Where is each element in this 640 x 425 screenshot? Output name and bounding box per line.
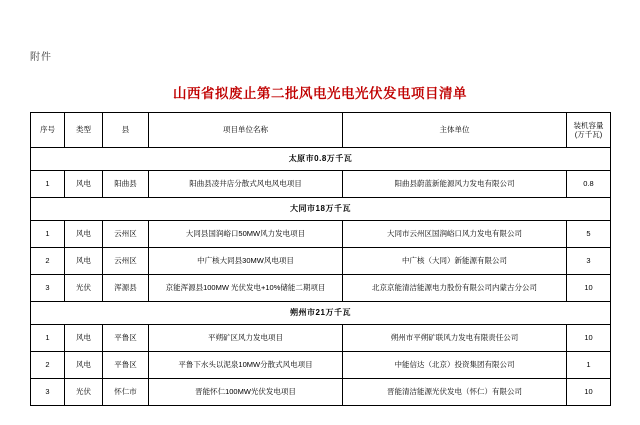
column-header-project: 项目单位名称 — [149, 113, 343, 148]
cell-county-text: 平鲁区 — [114, 360, 137, 370]
table-section-row — [31, 198, 611, 221]
column-header-capacity-line1: 装机容量 — [573, 120, 604, 130]
cell-county — [103, 325, 149, 352]
cell-capacity — [567, 248, 611, 275]
cell-capacity-text: 10 — [584, 333, 593, 343]
project-list-table — [30, 112, 611, 406]
cell-project-text: 大同县国润峪口50MW风力发电项目 — [185, 229, 306, 239]
cell-entity-text: 晋能清洁能源光伏发电（怀仁）有限公司 — [387, 387, 522, 397]
table-section-row — [31, 302, 611, 325]
column-header-no: 序号 — [31, 113, 65, 148]
cell-capacity — [567, 275, 611, 302]
attachment-label: 附件 — [30, 52, 52, 63]
cell-county-text: 云州区 — [114, 229, 137, 239]
table-header — [31, 113, 611, 148]
table-section-row — [31, 148, 611, 171]
page-title: 山西省拟废止第二批风电光电光伏发电项目清单 — [173, 86, 467, 101]
cell-no-text: 1 — [45, 333, 50, 343]
table-row — [31, 379, 611, 406]
cell-county — [103, 248, 149, 275]
cell-project-text: 平鲁下水头以泥泉10MW分散式风电项目 — [178, 360, 313, 370]
cell-project-text: 晋能怀仁100MW光伏发电项目 — [195, 387, 296, 397]
table-row — [31, 248, 611, 275]
cell-entity-text: 北京京能清洁能源电力股份有限公司内蒙古分公司 — [372, 283, 537, 293]
cell-type — [65, 275, 103, 302]
table-row — [31, 171, 611, 198]
cell-county-text: 云州区 — [114, 256, 137, 266]
cell-entity-text: 中能信达（北京）投资集团有限公司 — [394, 360, 515, 370]
column-header-entity: 主体单位 — [343, 113, 567, 148]
cell-project — [149, 171, 343, 198]
cell-entity — [343, 325, 567, 352]
cell-no — [31, 275, 65, 302]
cell-project — [149, 379, 343, 406]
cell-county-text: 平鲁区 — [114, 333, 137, 343]
cell-no-text: 2 — [45, 360, 50, 370]
cell-no — [31, 379, 65, 406]
cell-no-text: 2 — [45, 256, 50, 266]
cell-capacity — [567, 379, 611, 406]
cell-project-text: 中广核大同县30MW风电项目 — [197, 256, 294, 266]
cell-county-text: 浑源县 — [114, 283, 137, 293]
cell-no — [31, 248, 65, 275]
cell-project-text: 平朔矿区风力发电项目 — [208, 333, 283, 343]
cell-type — [65, 352, 103, 379]
cell-capacity — [567, 325, 611, 352]
cell-capacity-text: 10 — [584, 283, 593, 293]
cell-capacity-text: 3 — [586, 256, 591, 266]
cell-no-text: 3 — [45, 283, 50, 293]
cell-project — [149, 275, 343, 302]
cell-capacity — [567, 221, 611, 248]
cell-county — [103, 221, 149, 248]
cell-capacity — [567, 171, 611, 198]
cell-entity — [343, 248, 567, 275]
cell-type — [65, 325, 103, 352]
cell-county — [103, 275, 149, 302]
cell-entity — [343, 275, 567, 302]
cell-entity-text: 朔州市平朔矿联风力发电有限责任公司 — [390, 333, 519, 343]
table-body — [31, 148, 611, 406]
table-section-title: 太原市0.8万千瓦 — [31, 148, 611, 171]
cell-entity — [343, 171, 567, 198]
cell-type-text: 风电 — [76, 179, 91, 189]
cell-entity — [343, 221, 567, 248]
cell-type-text: 光伏 — [76, 283, 91, 293]
cell-project — [149, 248, 343, 275]
cell-county-text: 阳曲县 — [114, 179, 137, 189]
cell-county — [103, 379, 149, 406]
cell-entity-text: 阳曲县蔚蓝新能源风力发电有限公司 — [394, 179, 515, 189]
table-row — [31, 221, 611, 248]
cell-no-text: 1 — [45, 179, 50, 189]
cell-no — [31, 352, 65, 379]
column-header-capacity-line2: (万千瓦) — [574, 130, 603, 139]
cell-type-text: 光伏 — [76, 387, 91, 397]
cell-project — [149, 221, 343, 248]
cell-no — [31, 325, 65, 352]
cell-capacity-text: 10 — [584, 387, 593, 397]
cell-entity — [343, 352, 567, 379]
cell-type-text: 风电 — [76, 229, 91, 239]
cell-county — [103, 171, 149, 198]
cell-type — [65, 171, 103, 198]
cell-no — [31, 171, 65, 198]
table-row — [31, 352, 611, 379]
cell-project-text: 阳曲县凌井店分散式风电风电项目 — [189, 179, 302, 189]
cell-capacity-text: 5 — [586, 229, 591, 239]
cell-entity — [343, 379, 567, 406]
cell-type — [65, 248, 103, 275]
cell-county — [103, 352, 149, 379]
table-row — [31, 325, 611, 352]
cell-entity-text: 中广核（大同）新能源有限公司 — [402, 256, 507, 266]
cell-entity-text: 大同市云州区国润峪口风力发电有限公司 — [387, 229, 522, 239]
cell-no — [31, 221, 65, 248]
cell-capacity-text: 0.8 — [583, 179, 594, 189]
cell-type-text: 风电 — [76, 333, 91, 343]
cell-no-text: 1 — [45, 229, 50, 239]
cell-capacity — [567, 352, 611, 379]
column-header-type: 类型 — [65, 113, 103, 148]
column-header-capacity — [567, 113, 611, 148]
cell-county-text: 怀仁市 — [114, 387, 137, 397]
table-row — [31, 275, 611, 302]
cell-type — [65, 221, 103, 248]
table-header-row — [31, 113, 611, 148]
table-section-title: 大同市18万千瓦 — [31, 198, 611, 221]
column-header-county: 县 — [103, 113, 149, 148]
cell-project — [149, 352, 343, 379]
cell-project-text: 京能浑源县100MW 光伏发电+10%储能二期项目 — [165, 283, 326, 293]
table-section-title: 朔州市21万千瓦 — [31, 302, 611, 325]
cell-capacity-text: 1 — [586, 360, 591, 370]
cell-project — [149, 325, 343, 352]
cell-type — [65, 379, 103, 406]
cell-type-text: 风电 — [76, 256, 91, 266]
cell-type-text: 风电 — [76, 360, 91, 370]
cell-no-text: 3 — [45, 387, 50, 397]
